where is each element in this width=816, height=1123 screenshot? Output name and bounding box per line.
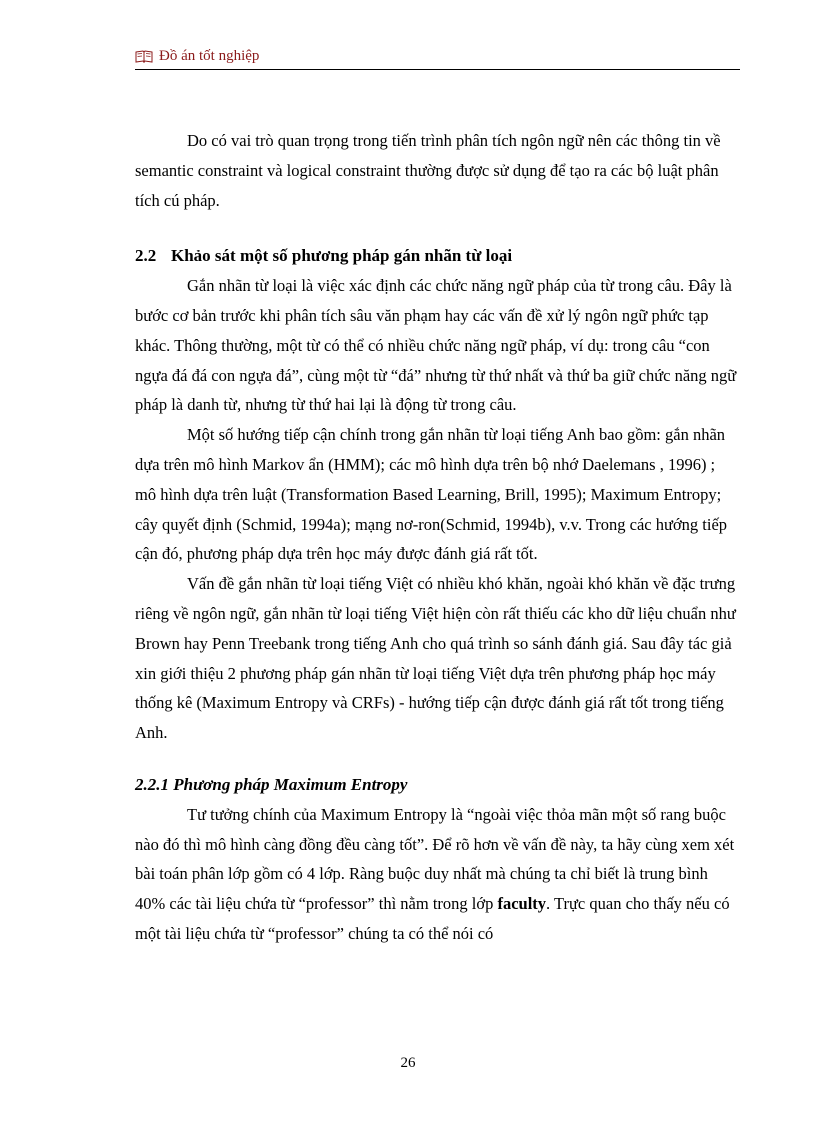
subsection-heading: 2.2.1 Phương pháp Maximum Entropy [135, 774, 408, 794]
faculty-term: faculty [497, 894, 547, 914]
section-number: 2.2 [135, 246, 157, 266]
page-body [135, 126, 740, 949]
page-number: 26 [400, 1055, 416, 1071]
section-paragraph-1: Gắn nhãn từ loại là việc xác định các chức năng ngữ pháp của từ trong câu. Đây là bước cơ bản trước khi phân tích sâu văn phạm hay các vấn đề xử lý ngôn ngữ phức tạp khác. Thông thường, một từ có thể có nhiều chức năng ngữ pháp, ví dụ: trong câu “con ngựa đá đá con ngựa đá”, cùng một từ “đá” nhưng từ thứ nhất và thứ ba giữ chức năng ngữ pháp là danh từ, nhưng từ thứ hai lại là động từ trong câu. [135, 276, 737, 415]
header-divider [135, 69, 740, 70]
section-title: Khảo sát một số phương pháp gán nhãn từ loại [171, 246, 513, 266]
subsection-paragraph-end: . Trực quan cho thấy nếu có một tài liệu chứa từ “professor” chúng ta có thể nói có [135, 894, 730, 943]
page-header [135, 48, 740, 65]
subsection-paragraph [135, 800, 740, 949]
subsection-paragraph-start: Tư tưởng chính của Maximum Entropy là “ngoài việc thỏa mãn một số rang buộc nào đó thì mô hình càng đồng đều càng tốt”. Để rõ hơn về vấn đề này, ta hãy cùng xem xét bài toán phân lớp gồm có 4 lớp. Ràng buộc duy nhất mà chúng ta chỉ biết là trung bình 40% các tài liệu chứa từ “professor” thì nằm trong lớp [135, 804, 735, 914]
header-title: Đồ án tốt nghiệp [159, 48, 260, 64]
section-paragraph-2: Một số hướng tiếp cận chính trong gắn nhãn từ loại tiếng Anh bao gồm: gắn nhãn dựa trên mô hình Markov ẩn (HMM); các mô hình dựa trên bộ nhớ Daelemans , 1996) ; mô hình dựa trên luật (Transformation Based Learning, Brill, 1995); Maximum Entropy; cây quyết định (Schmid, 1994a); mạng nơ-ron(Schmid, 1994b), v.v. Trong các hướng tiếp cận đó, phương pháp dựa trên học máy được đánh giá rất tốt. [135, 425, 728, 564]
section-heading [135, 241, 740, 271]
open-book-icon [135, 50, 153, 63]
section-paragraph-3: Vấn đề gắn nhãn từ loại tiếng Việt có nhiều khó khăn, ngoài khó khăn về đặc trưng riêng về ngôn ngữ, gắn nhãn từ loại tiếng Việt hiện còn rất thiếu các kho dữ liệu chuẩn như Brown hay Penn Treebank trong tiếng Anh cho quá trình so sánh đánh giá. Sau đây tác giả xin giới thiệu 2 phương pháp gán nhãn từ loại tiếng Việt dựa trên phương pháp học máy thống kê (Maximum Entropy và CRFs) - hướng tiếp cận được đánh giá rất tốt trong tiếng Anh. [135, 574, 736, 743]
intro-paragraph: Do có vai trò quan trọng trong tiến trình phân tích ngôn ngữ nên các thông tin về semantic constraint và logical constraint thường được sử dụng để tạo ra các bộ luật phân tích cú pháp. [135, 131, 721, 210]
